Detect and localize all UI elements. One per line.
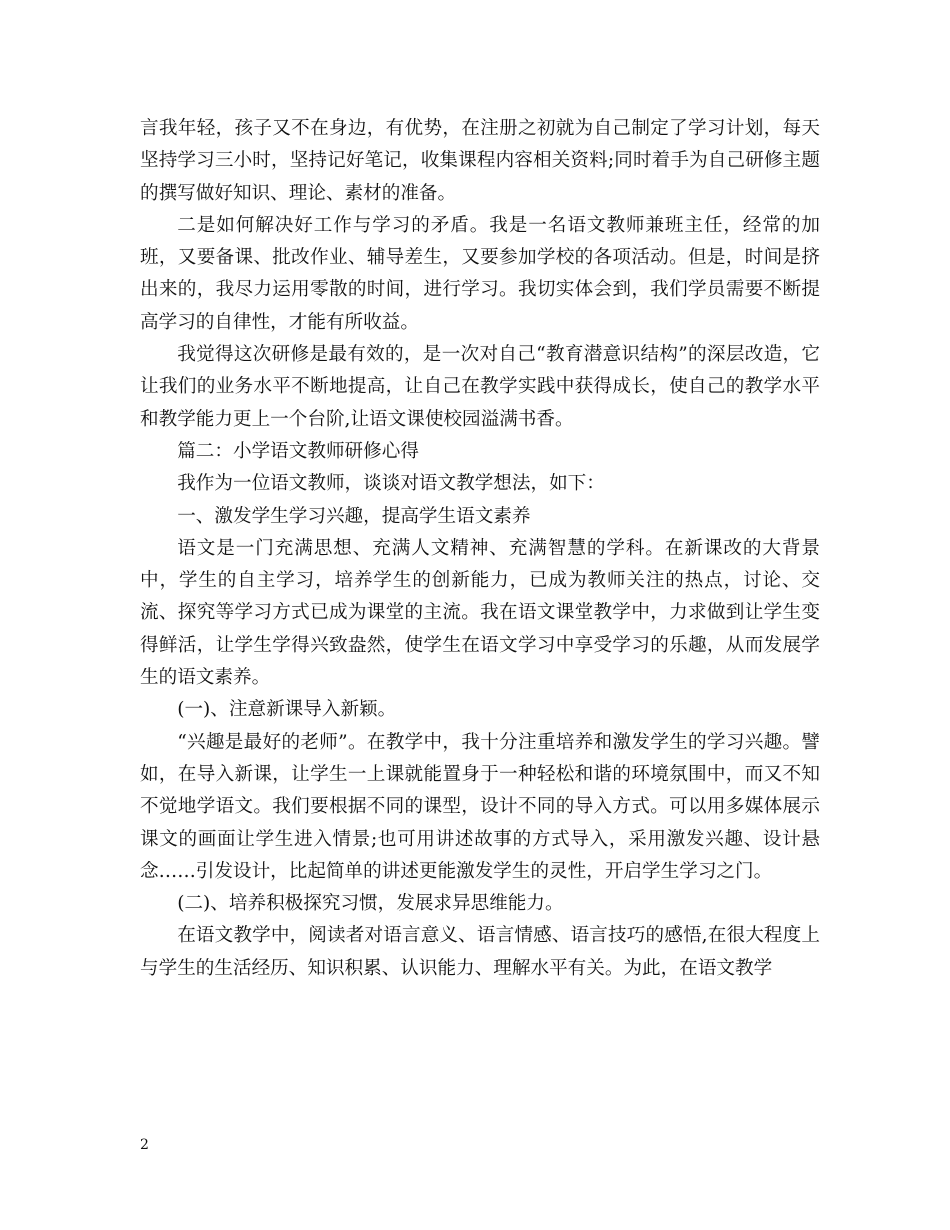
- paragraph-intro: 我作为一位语文教师，谈谈对语文教学想法，如下：: [177, 473, 605, 495]
- page-number: 2: [140, 1137, 149, 1153]
- subsection-heading-1: (一)、注意新课导入新颖。: [177, 699, 397, 721]
- subsection-heading-2: (二)、培养积极探究习惯，发展求异思维能力。: [177, 893, 564, 915]
- paragraph-1: 言我年轻，孩子又不在身边，有优势，在注册之初就为自己制定了学习计划，每天坚持学习三小时，坚持记好笔记，收集课程内容相关资料;同时着手为自己研修主题的撰写做好知识、理论、素材的准备。: [140, 118, 820, 204]
- paragraph-5: “兴趣是最好的老师”。在教学中，我十分注重培养和激发学生的学习兴趣。譬如，在导入新课，让学生一上课就能置身于一种轻松和谐的环境氛围中，而又不知不觉地学语文。我们要根据不同的课型，设计不同的导入方式。可以用多媒体展示课文的画面让学生进入情景;也可用讲述故事的方式导入，采用激发兴趣、设计悬念……引发设计，比起简单的讲述更能激发学生的灵性，开启学生学习之门。: [140, 731, 820, 882]
- paragraph-4: 语文是一门充满思想、充满人文精神、充满智慧的学科。在新课改的大背景中，学生的自主学习，培养学生的创新能力，已成为教师关注的热点，讨论、交流、探究等学习方式已成为课堂的主流。我在语文课堂教学中，力求做到让学生变得鲜活，让学生学得兴致盎然，使学生在语文学习中享受学习的乐趣，从而发展学生的语文素养。: [140, 537, 820, 689]
- section-heading-article-2: 篇二：小学语文教师研修心得: [177, 440, 419, 462]
- paragraph-3: 我觉得这次研修是最有效的，是一次对自己“教育潜意识结构”的深层改造，它让我们的业务水平不断地提高，让自己在教学实践中获得成长，使自己的教学水平和教学能力更上一个台阶,让语文课使校园溢满书香。: [140, 344, 820, 430]
- paragraph-2: 二是如何解决好工作与学习的矛盾。我是一名语文教师兼班主任，经常的加班，又要备课、批改作业、辅导差生，又要参加学校的各项活动。但是，时间是挤出来的，我尽力运用零散的时间，进行学习。我切实体会到，我们学员需要不断提高学习的自律性，才能有所收益。: [140, 214, 820, 333]
- paragraph-6: 在语文教学中，阅读者对语言意义、语言情感、语言技巧的感悟,在很大程度上与学生的生活经历、知识积累、认识能力、理解水平有关。为此，在语文教学: [140, 925, 820, 979]
- document-body: [140, 113, 820, 985]
- section-heading-1: 一、激发学生学习兴趣，提高学生语文素养: [177, 505, 531, 527]
